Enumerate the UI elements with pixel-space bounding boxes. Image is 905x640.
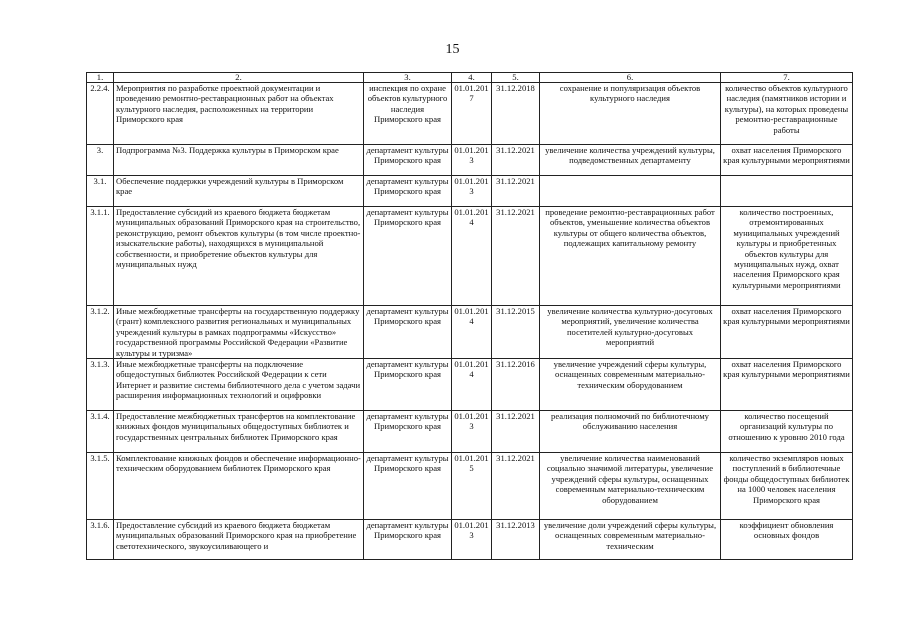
cell-indicator: количество объектов культурного наследия (памятников истории и культуры), на которых проведены ремонтно-реставрационные работы xyxy=(721,83,853,145)
column-header: 5. xyxy=(492,73,540,83)
cell-executor: департамент культуры Приморского края xyxy=(364,306,452,359)
cell-executor: департамент культуры Приморского края xyxy=(364,359,452,411)
column-header: 2. xyxy=(114,73,364,83)
cell-end: 31.12.2015 xyxy=(492,306,540,359)
column-header: 6. xyxy=(540,73,721,83)
cell-executor: департамент культуры Приморского края xyxy=(364,411,452,453)
cell-result: увеличение количества наименований социально значимой литературы, увеличение учреждений сферы культуры, оснащенных современным материально-техническим оборудованием xyxy=(540,453,721,520)
cell-indicator: охват населения Приморского края культурными мероприятиями xyxy=(721,145,853,176)
cell-executor: инспекция по охране объектов культурного наследия Приморского края xyxy=(364,83,452,145)
cell-executor: департамент культуры Приморского края xyxy=(364,145,452,176)
cell-end: 31.12.2013 xyxy=(492,520,540,560)
cell-result: сохранение и популяризация объектов культурного наследия xyxy=(540,83,721,145)
cell-executor: департамент культуры Приморского края xyxy=(364,176,452,207)
cell-num: 3.1.5. xyxy=(87,453,114,520)
table-row xyxy=(87,520,853,560)
table-header-row xyxy=(87,73,853,83)
cell-num: 3.1. xyxy=(87,176,114,207)
cell-num: 2.2.4. xyxy=(87,83,114,145)
cell-name: Иные межбюджетные трансферты на государственную поддержку (грант) комплексного развития региональных и муниципальных учреждений культуры в рамках подпрограммы «Искусство» государственной программы Российской Федерации «Развитие культуры и туризма» xyxy=(114,306,364,359)
cell-end: 31.12.2018 xyxy=(492,83,540,145)
cell-num: 3.1.2. xyxy=(87,306,114,359)
table-row xyxy=(87,207,853,306)
cell-executor: департамент культуры Приморского края xyxy=(364,453,452,520)
table-row xyxy=(87,176,853,207)
cell-start: 01.01.2013 xyxy=(452,176,492,207)
cell-indicator: количество построенных, отремонтированных муниципальных учреждений культуры и приобретенных объектов культуры для муниципальных нужд, охват населения Приморского края культурными мероприятиями xyxy=(721,207,853,306)
table-row xyxy=(87,411,853,453)
cell-indicator xyxy=(721,176,853,207)
cell-indicator: охват населения Приморского края культурными мероприятиями xyxy=(721,359,853,411)
cell-executor: департамент культуры Приморского края xyxy=(364,207,452,306)
cell-result: проведение ремонтно-реставрационных работ объектов, уменьшение количества объектов культуры от общего количества объектов, подлежащих капитальному ремонту xyxy=(540,207,721,306)
cell-num: 3. xyxy=(87,145,114,176)
cell-name: Подпрограмма №3. Поддержка культуры в Приморском крае xyxy=(114,145,364,176)
cell-name: Обеспечение поддержки учреждений культуры в Приморском крае xyxy=(114,176,364,207)
cell-start: 01.01.2017 xyxy=(452,83,492,145)
cell-name: Предоставление межбюджетных трансфертов на комплектование книжных фондов муниципальных общедоступных библиотек и государственных центральных библиотек Приморского края xyxy=(114,411,364,453)
cell-result: увеличение учреждений сферы культуры, оснащенных современным материально-техническим оборудованием xyxy=(540,359,721,411)
table-row xyxy=(87,145,853,176)
cell-start: 01.01.2013 xyxy=(452,145,492,176)
cell-end: 31.12.2016 xyxy=(492,359,540,411)
cell-end: 31.12.2021 xyxy=(492,453,540,520)
cell-start: 01.01.2013 xyxy=(452,411,492,453)
table-row xyxy=(87,359,853,411)
cell-indicator: охват населения Приморского края культурными мероприятиями xyxy=(721,306,853,359)
cell-start: 01.01.2014 xyxy=(452,207,492,306)
cell-executor: департамент культуры Приморского края xyxy=(364,520,452,560)
cell-start: 01.01.2014 xyxy=(452,306,492,359)
cell-name: Предоставление субсидий из краевого бюджета бюджетам муниципальных образований Приморского края на строительство, реконструкцию, ремонт объектов культуры (в том числе проектно-изыскательские работы), находящихся в муниципальной собственности, и приобретение объектов культуры для муниципальных нужд xyxy=(114,207,364,306)
table-row xyxy=(87,453,853,520)
cell-num: 3.1.1. xyxy=(87,207,114,306)
cell-num: 3.1.4. xyxy=(87,411,114,453)
column-header: 4. xyxy=(452,73,492,83)
cell-end: 31.12.2021 xyxy=(492,411,540,453)
cell-num: 3.1.6. xyxy=(87,520,114,560)
cell-result: увеличение доли учреждений сферы культуры, оснащенных современным материально-техническим xyxy=(540,520,721,560)
cell-indicator: коэффициент обновления основных фондов xyxy=(721,520,853,560)
column-header: 7. xyxy=(721,73,853,83)
program-table xyxy=(86,72,853,560)
table-row xyxy=(87,83,853,145)
cell-start: 01.01.2013 xyxy=(452,520,492,560)
cell-end: 31.12.2021 xyxy=(492,176,540,207)
cell-indicator: количество посещений организаций культуры по отношению к уровню 2010 года xyxy=(721,411,853,453)
column-header: 3. xyxy=(364,73,452,83)
page-number: 15 xyxy=(445,42,460,57)
cell-result: реализация полномочий по библиотечному обслуживанию населения xyxy=(540,411,721,453)
cell-start: 01.01.2015 xyxy=(452,453,492,520)
cell-start: 01.01.2014 xyxy=(452,359,492,411)
cell-result: увеличение количества учреждений культуры, подведомственных департаменту xyxy=(540,145,721,176)
table-row xyxy=(87,306,853,359)
cell-name: Комплектование книжных фондов и обеспечение информационно-техническим оборудованием библиотек Приморского края xyxy=(114,453,364,520)
cell-name: Иные межбюджетные трансферты на подключение общедоступных библиотек Российской Федерации к сети Интернет и развитие системы библиотечного дела с учетом задачи расширения информационных технологий и оцифровки xyxy=(114,359,364,411)
column-header: 1. xyxy=(87,73,114,83)
cell-indicator: количество экземпляров новых поступлений в библиотечные фонды общедоступных библиотек на 1000 человек населения Приморского края xyxy=(721,453,853,520)
cell-name: Мероприятия по разработке проектной документации и проведению ремонтно-реставрационных работ на объектах культурного наследия, расположенных на территории Приморского края xyxy=(114,83,364,145)
cell-result: увеличение количества культурно-досуговых мероприятий, увеличение количества посетителей культурно-досуговых мероприятий xyxy=(540,306,721,359)
cell-num: 3.1.3. xyxy=(87,359,114,411)
cell-name: Предоставление субсидий из краевого бюджета бюджетам муниципальных образований Приморского края на приобретение светотехнического, звукоусиливающего и xyxy=(114,520,364,560)
cell-result xyxy=(540,176,721,207)
cell-end: 31.12.2021 xyxy=(492,207,540,306)
cell-end: 31.12.2021 xyxy=(492,145,540,176)
